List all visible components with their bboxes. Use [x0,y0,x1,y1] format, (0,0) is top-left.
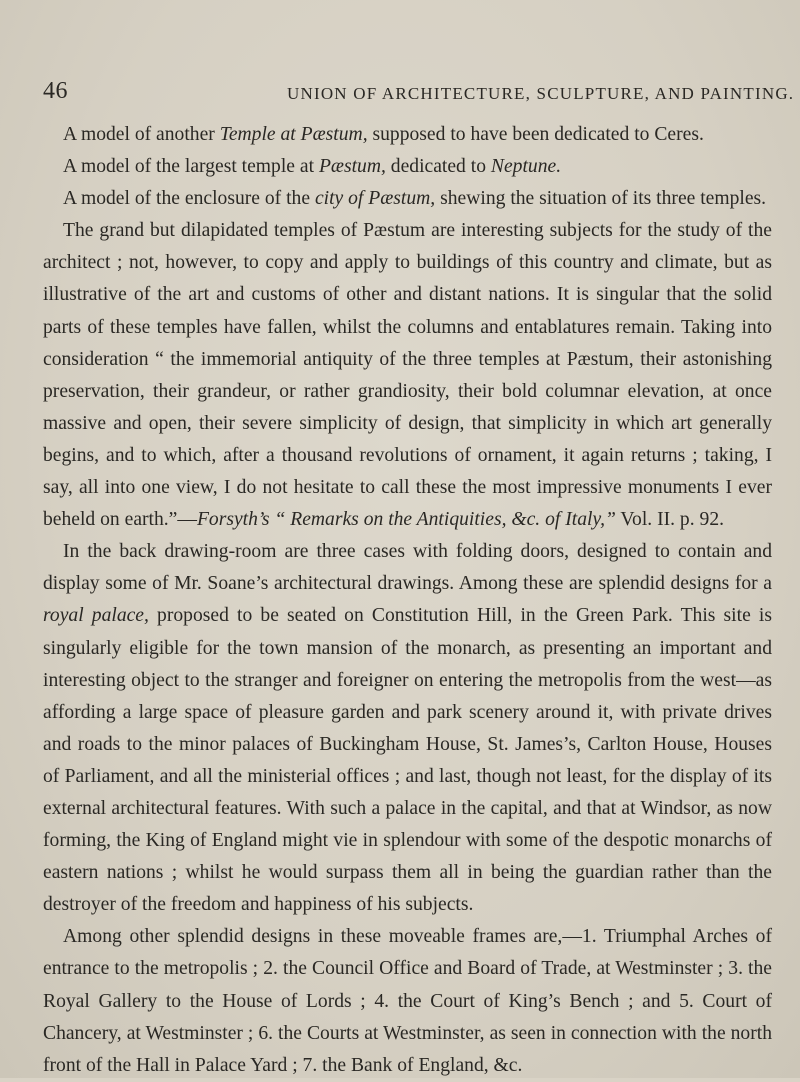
italic-text-segment: Pæstum, [318,156,386,178]
text-segment: Among other splendid designs in these moveable frames are,—1. Triumphal Arches of entrance to the metropolis ; 2. the Council Office and Board of Trade, at Westminster ; 3. the Royal Gallery to the House of Lords ; 4. the Court of King’s Bench ; and 5. Court of Chancery, at Westminster ; 6. the Courts at Westminster, as seen in connection with the north front of the Hall in Palace Yard ; 7. the Bank of England, &c. [43,926,772,1076]
text-segment: shewing the situation of its three temples. [435,188,767,210]
text-segment: proposed to be seated on Constitution Hill, in the Green Park. This site is singularly eligible for the town mansion of the monarch, as presenting an important and interesting object to the stranger and foreigner on entering the metropolis from the west—as affording a large space of pleasure garden and park scenery around it, with private drives and roads to the minor palaces of Buckingham House, St. James’s, Carlton House, Houses of Parliament, and all the ministerial offices ; and last, though not least, for the display of its external architectural features. With such a palace in the capital, and that at Windsor, as now forming, the King of England might vie in splendour with some of the despotic monarchs of eastern nations ; whilst he would surpass them all in being the guardian rather than the destroyer of the freedom and happiness of his subjects. [43,605,772,916]
text-segment: Vol. II. p. 92. [615,509,725,531]
italic-text-segment: Neptune. [490,156,562,178]
text-segment: A model of the largest temple at [63,156,319,178]
text-segment: A model of another [63,124,220,145]
italic-text-segment: royal palace, [43,605,149,627]
italic-text-segment: city of Pæstum, [314,188,436,210]
text-segment: dedicated to [385,156,491,178]
italic-text-segment: Temple at Pæstum, [219,124,368,145]
text-segment: supposed to have been dedicated to Ceres. [367,124,704,145]
text-segment: In the back drawing-room are three cases with folding doors, designed to contain and display some of Mr. Soane’s architectural drawings. Among these are splendid designs for a [43,541,772,595]
paragraph-paestum-temples [43,215,772,536]
text-segment: A model of the enclosure of the [63,188,315,210]
running-head: UNION OF ARCHITECTURE, SCULPTURE, AND PAINTING. [287,84,795,103]
page-header [43,78,795,110]
body-text [43,119,772,1082]
text-segment: The grand but dilapidated temples of Pæstum are interesting subjects for the study of the architect ; not, however, to copy and apply to buildings of this country and climate, but as illustrative of the art and customs of other and distant nations. It is singular that the solid parts of these temples have fallen, whilst the columns and entablatures remain. Taking into consideration “ the immemorial antiquity of the three temples at Pæstum, their astonishing preservation, their grandeur, or rather grandiosity, their bold columnar elevation, at once massive and open, their severe simplicity of design, that simplicity in which art generally begins, and to which, after a thousand revolutions of ornament, it again returns ; taking, I say, all into one view, I do not hesitate to call these the most impressive monuments I ever beheld on earth.”— [43,220,772,531]
paragraph-splendid-designs [43,921,772,1081]
page-number: 46 [43,78,68,104]
paragraph-temple-ceres [43,119,772,151]
paragraph-temple-neptune [43,151,772,183]
italic-text-segment: Forsyth’s “ Remarks on the Antiquities, &c. of Italy,” [196,509,616,531]
paragraph-city-enclosure [43,183,772,215]
paragraph-back-drawing-room [43,536,772,921]
